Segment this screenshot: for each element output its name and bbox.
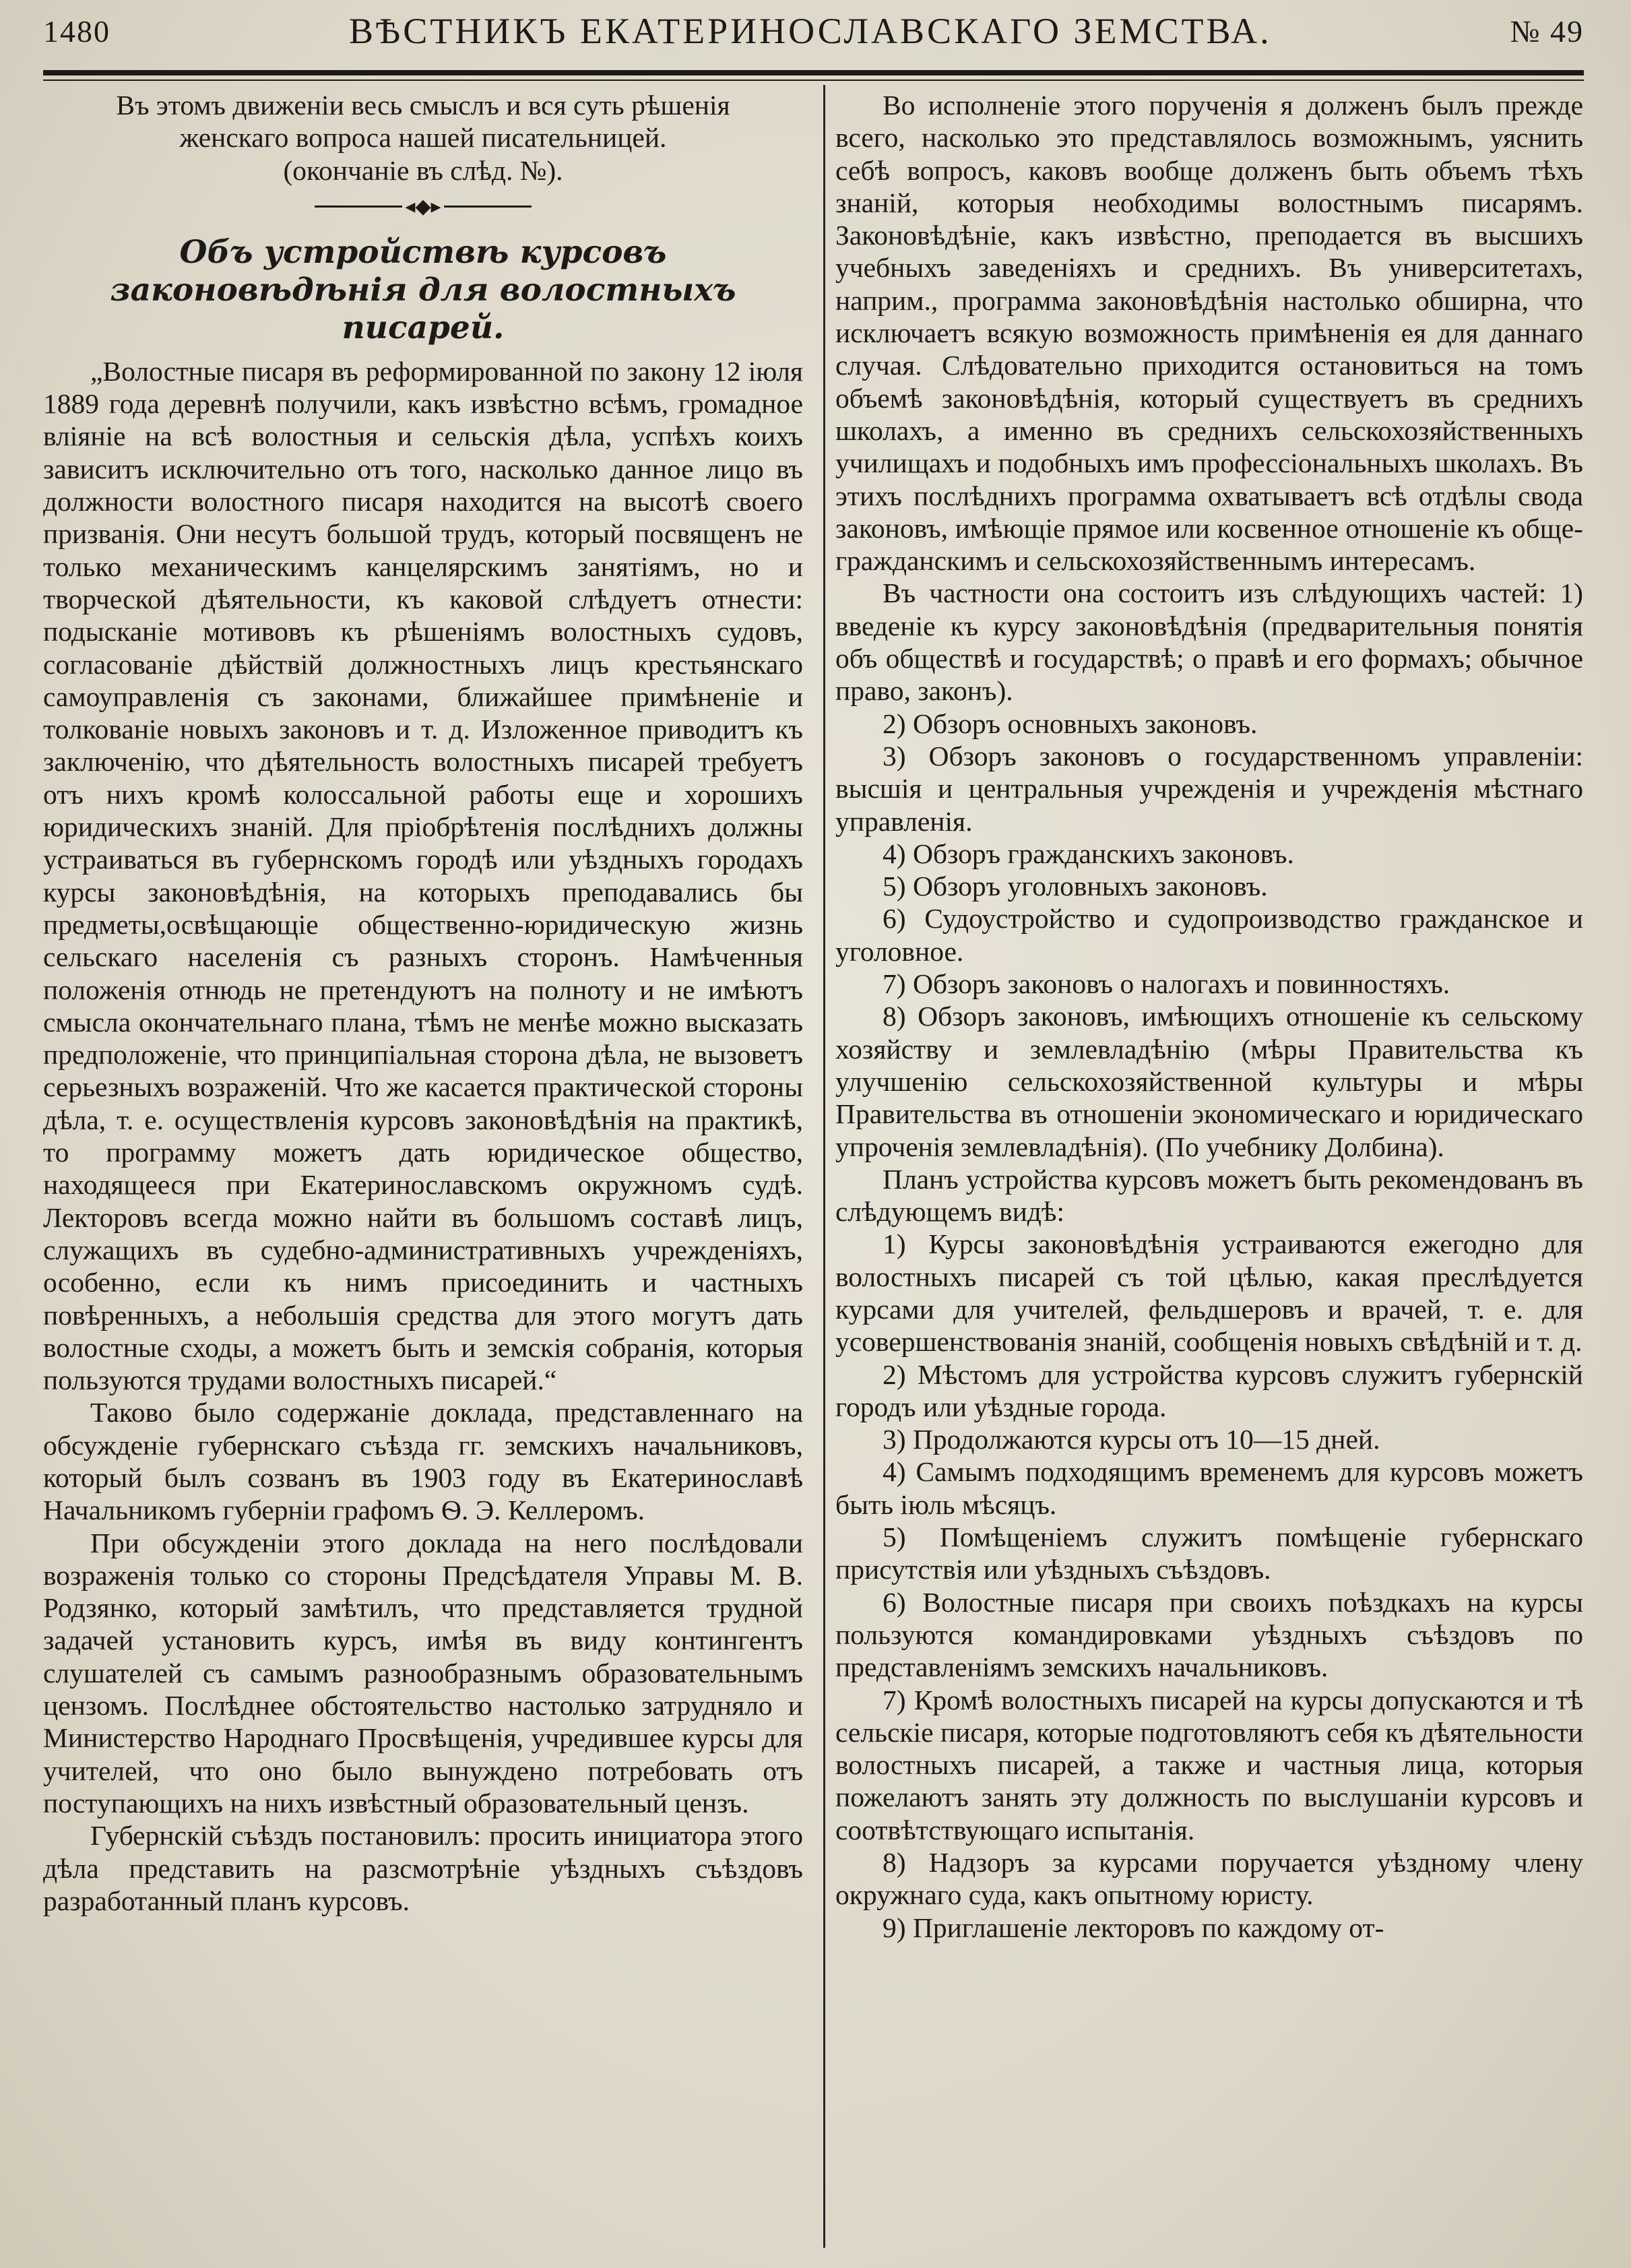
article-paragraph: 5) Обзоръ уголовныхъ законовъ.	[883, 871, 1268, 902]
article-heading: Объ устройствѣ курсовъ законовѣдѣнiя для волостныхъ писарей.	[110, 233, 736, 346]
journal-title: ВѢСТНИКЪ ЕКАТЕРИНОСЛАВСКАГО ЗЕМСТВА.	[348, 11, 1272, 51]
article-paragraph: 9) Приглашенiе лекторовъ по каждому от-	[883, 1912, 1384, 1943]
ornament-line-right	[444, 206, 532, 208]
header-thin-rule	[43, 80, 1584, 81]
left-column	[43, 89, 803, 2255]
article-paragraph: 2) Обзоръ основныхъ законовъ.	[883, 707, 1258, 739]
page-header	[43, 4, 1584, 58]
article-paragraph: 6) Волостные писаря при своихъ поѣздкахъ на курсы пользуются командировками уѣздныхъ съѣздовъ по представленiямъ земскихъ начальниковъ.	[835, 1586, 1583, 1683]
article-paragraph: 7) Обзоръ законовъ о налогахъ и повинностяхъ.	[883, 968, 1450, 1000]
article-paragraph: При обсужденiи этого доклада на него послѣдовали возраженiя только со стороны Предсѣдателя Управы М. В. Родзянко, который замѣтилъ, что представляется трудной задачей установить курсъ, имѣя въ виду контингентъ слушателей съ самымъ разнообразнымъ образовательнымъ цензомъ. Послѣднее обстоятельство настолько затрудняло и Министерство Народнаго Просвѣщенiя, учредившее курсы для учителей, что оно было вынуждено потребовать отъ поступающихъ на нихъ извѣстный образовательный цензъ.	[43, 1527, 803, 1819]
column-divider	[823, 85, 825, 2248]
ornament-glyph: ◂◆▸	[405, 195, 441, 218]
article-paragraph: Планъ устройства курсовъ можетъ быть рекомендованъ въ слѣдующемъ видѣ:	[835, 1163, 1583, 1228]
article-paragraph: Въ частности она состоитъ изъ слѣдующихъ частей: 1) введенiе къ курсу законовѣдѣнiя (предварительныя понятiя объ обществѣ и государствѣ; о правѣ и его формахъ; обычное право, законъ).	[835, 577, 1583, 707]
article-paragraph: 6) Судоустройство и судопроизводство гражданское и уголовное.	[835, 903, 1583, 967]
article-paragraph: 4) Обзоръ гражданскихъ законовъ.	[883, 838, 1294, 869]
intro-paragraph: Въ этомъ движенiи весь смыслъ и вся суть рѣшенiя женскаго вопроса нашей писательницей.	[116, 90, 730, 154]
ornament-line-left	[315, 206, 402, 208]
article-paragraph: „Волостные писаря въ реформированной по закону 12 iюля 1889 года деревнѣ получили, какъ извѣстно всѣмъ, громадное влiянiе на всѣ волостныя и сельскiя дѣла, успѣхъ коихъ зависитъ исключительно отъ того, насколько данное лицо въ должности волостного писаря находится на высотѣ своего призванiя. Они несутъ большой трудъ, который посвященъ не только механическимъ канцелярскимъ занятiямъ, но и творческой дѣятельности, къ каковой слѣдуетъ отнести: подысканiе мотивовъ къ рѣшенiямъ волостныхъ судовъ, согласованiе дѣйствiй должностныхъ лицъ крестьянскаго самоуправленiя съ законами, ближайшее примѣненiе и толкованiе новыхъ законовъ и т. д. Изложенное приводитъ къ заключенiю, что дѣятельность волостныхъ писарей требуетъ отъ нихъ кромѣ колоссальной работы еще и хорошихъ юридическихъ знанiй. Для прiобрѣтенiя послѣднихъ должны устраиваться въ губернскомъ городѣ или уѣздныхъ городахъ курсы законовѣдѣнiя, на которыхъ преподавались бы предметы,освѣщающiе общественно-юридическую жизнь сельскаго населенiя съ разныхъ сторонъ. Намѣченныя положенiя отнюдь не претендуютъ на полноту и не имѣютъ смысла окончательнаго плана, тѣмъ не менѣе можно высказать предположенiе, что принципiальная сторона дѣла, не вызоветъ серьезныхъ возраженiй. Что же касается практической стороны дѣла, т. е. осуществленiя курсовъ законовѣдѣнiя на практикѣ, то программу можетъ дать юридическое общество, находящееся при Екатеринославскомъ окружномъ судѣ. Лекторовъ всегда можно найти въ большомъ составѣ лицъ, служащихъ въ судебно-административныхъ учрежденiяхъ, особенно, если къ нимъ присоединить и частныхъ повѣренныхъ, а небольшiя средства для этого могутъ дать волостные сходы, а можетъ быть и земскiя собранiя, которыя пользуются трудами волостныхъ писарей.“	[43, 355, 803, 1396]
article-paragraph: 7) Кромѣ волостныхъ писарей на курсы допускаются и тѣ сельскiе писаря, которые подготовляютъ себя къ дѣятельности волостныхъ писарей, а также и частныя лица, которыя пожелаютъ занять эту должность по выслушанiи курсовъ и соотвѣтствующаго испытанiя.	[835, 1684, 1583, 1846]
article-paragraph: 2) Мѣстомъ для устройства курсовъ служитъ губернскiй городъ или уѣздные города.	[835, 1358, 1583, 1422]
article-paragraph: 8) Надзоръ за курсами поручается уѣздному члену окружнаго суда, какъ опытному юристу.	[835, 1847, 1583, 1911]
article-paragraph: 1) Курсы законовѣдѣнiя устраиваются ежегодно для волостныхъ писарей съ той цѣлью, какая преслѣдуется курсами для учителей, фельдшеровъ и врачей, т. е. для усовершенствованiя знанiй, сообщенiя новыхъ свѣдѣнiй и т. д.	[835, 1228, 1583, 1358]
article-paragraph: Таково было содержанiе доклада, представленнаго на обсужденiе губернскаго съѣзда гг. земскихъ начальниковъ, который былъ созванъ въ 1903 году въ Екатеринославѣ Начальникомъ губернiи графомъ Ѳ. Э. Келлеромъ.	[43, 1397, 803, 1526]
article-paragraph: 3) Продолжаются курсы отъ 10—15 дней.	[883, 1424, 1380, 1455]
article-paragraph: 3) Обзоръ законовъ о государственномъ управленiи: высшiя и центральныя учрежденiя и учрежденiя мѣстнаго управленiя.	[835, 740, 1583, 837]
continued-note: (окончанiе въ слѣд. №).	[283, 154, 563, 186]
page-number: 1480	[43, 13, 110, 49]
right-column	[835, 89, 1583, 2255]
header-thick-rule	[43, 70, 1584, 75]
section-ornament	[43, 187, 803, 227]
article-paragraph: Губернскiй съѣздъ постановилъ: просить инициатора этого дѣла представить на разсмотрѣнiе уѣздныхъ съѣздовъ разработанный планъ курсовъ.	[43, 1820, 803, 1916]
article-paragraph: Во исполненiе этого порученiя я долженъ былъ прежде всего, насколько это представлялось возможнымъ, уяснить себѣ вопросъ, каковъ вообще долженъ быть объемъ тѣхъ знанiй, которыя необходимы волостнымъ писарямъ. Законовѣдѣнiе, какъ извѣстно, преподается въ высшихъ учебныхъ заведенiяхъ и среднихъ. Въ университетахъ, наприм., программа законовѣдѣнiя настолько обширна, что исключаетъ всякую возможность примѣненiя ея для даннаго случая. Слѣдовательно приходится остановиться на томъ объемѣ законовѣдѣнiя, который существуетъ въ среднихъ школахъ, а именно въ среднихъ сельскохозяйственныхъ училищахъ и подобныхъ имъ профессiональныхъ школахъ. Въ этихъ послѣднихъ программа охватываетъ всѣ отдѣлы свода законовъ, имѣющiе прямое или косвенное отношенiе къ обще-гражданскимъ и сельскохозяйственнымъ интересамъ.	[835, 90, 1583, 577]
article-paragraph: 4) Самымъ подходящимъ временемъ для курсовъ можетъ быть iюль мѣсяцъ.	[835, 1456, 1583, 1520]
article-paragraph: 5) Помѣщенiемъ служитъ помѣщенiе губернскаго присутствiя или уѣздныхъ съѣздовъ.	[835, 1521, 1583, 1585]
issue-number: № 49	[1510, 13, 1584, 49]
article-paragraph: 8) Обзоръ законовъ, имѣющихъ отношенiе къ сельскому хозяйству и землевладѣнiю (мѣры Правительства къ улучшенiю сельскохозяйственной культуры и мѣры Правительства въ отношенiи экономическаго и юридическаго упроченiя землевладѣнiя). (По учебнику Долбина).	[835, 1001, 1583, 1162]
